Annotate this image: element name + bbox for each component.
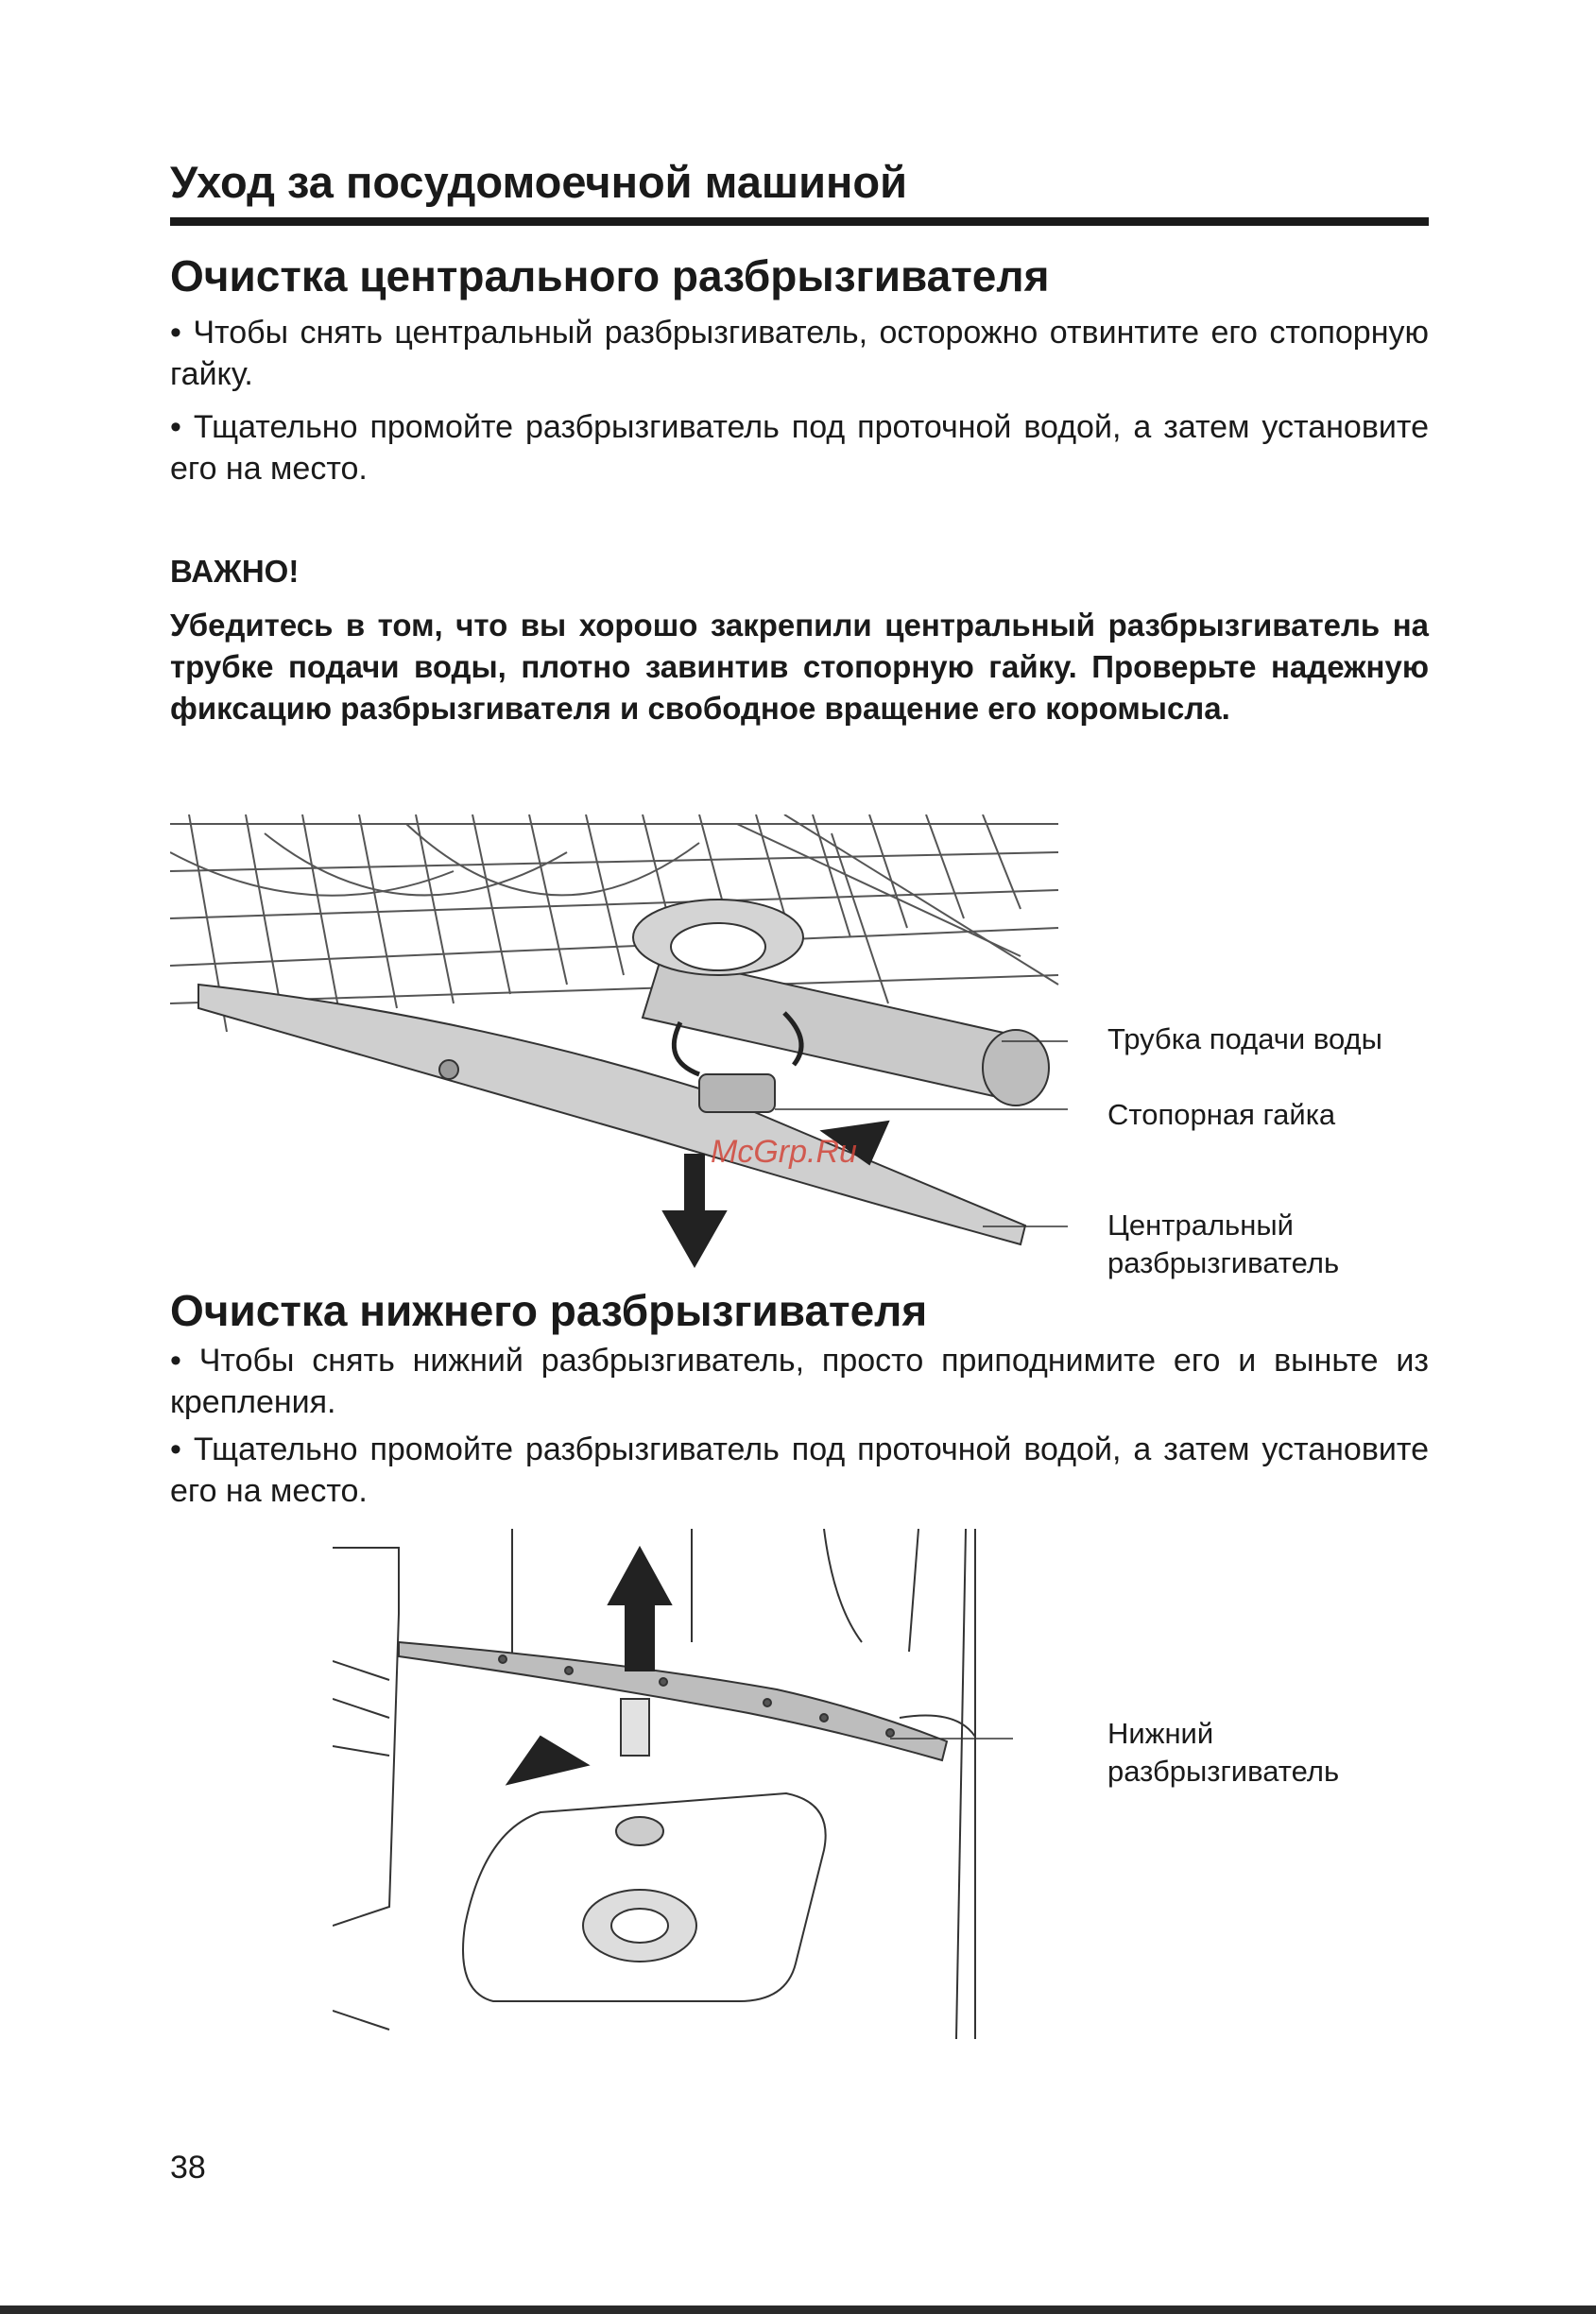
callout-lower-arm-line2: разбрызгиватель <box>1107 1755 1340 1788</box>
page-number: 38 <box>170 2150 206 2185</box>
section-title-lower: Очистка нижнего разбрызгивателя <box>170 1286 928 1335</box>
lower-arm <box>399 1642 947 1760</box>
callout-central-arm-line1: Центральный <box>1107 1208 1294 1242</box>
central-spray-arm-figure <box>170 814 1068 1277</box>
lower-bullet-1: • Чтобы снять нижний разбрызгиватель, просто приподнимите его и выньте из крепления. <box>170 1343 1429 1420</box>
right-arrow-icon <box>507 1737 588 1784</box>
important-text: Убедитесь в том, что вы хорошо закрепили центральный разбрызгиватель на трубке подачи воды, плотно завинтив стопорную гайку. Проверьте надежную фиксацию разбрызгивателя и свободное вращение его коромысла. <box>170 608 1429 726</box>
watermark: McGrp.Ru <box>711 1134 857 1170</box>
central-bullet-2: • Тщательно промойте разбрызгиватель под проточной водой, а затем установите его на место. <box>170 409 1429 487</box>
callout-water-pipe: Трубка подачи воды <box>1107 1022 1382 1055</box>
central-bullet-1: • Чтобы снять центральный разбрызгиватель, осторожно отвинтите его стопорную гайку. <box>170 315 1429 392</box>
title-rule <box>170 217 1429 226</box>
callout-lock-nut: Стопорная гайка <box>1107 1098 1336 1131</box>
callout-lower-arm-line1: Нижний <box>1107 1717 1214 1750</box>
up-arrow-icon <box>609 1548 671 1671</box>
page-title: Уход за посудомоечной машиной <box>170 157 907 207</box>
down-arrow-icon <box>663 1155 726 1266</box>
lower-bullet-2: • Тщательно промойте разбрызгиватель под проточной водой, а затем установите его на место. <box>170 1431 1429 1509</box>
lock-nut <box>699 1074 775 1112</box>
callout-central-arm-line2: разбрызгиватель <box>1107 1246 1340 1279</box>
lower-spray-arm-figure <box>333 1529 1013 2039</box>
bottom-band <box>0 2305 1596 2314</box>
important-heading: ВАЖНО! <box>170 554 300 589</box>
section-title-central: Очистка центрального разбрызгивателя <box>170 251 1050 300</box>
